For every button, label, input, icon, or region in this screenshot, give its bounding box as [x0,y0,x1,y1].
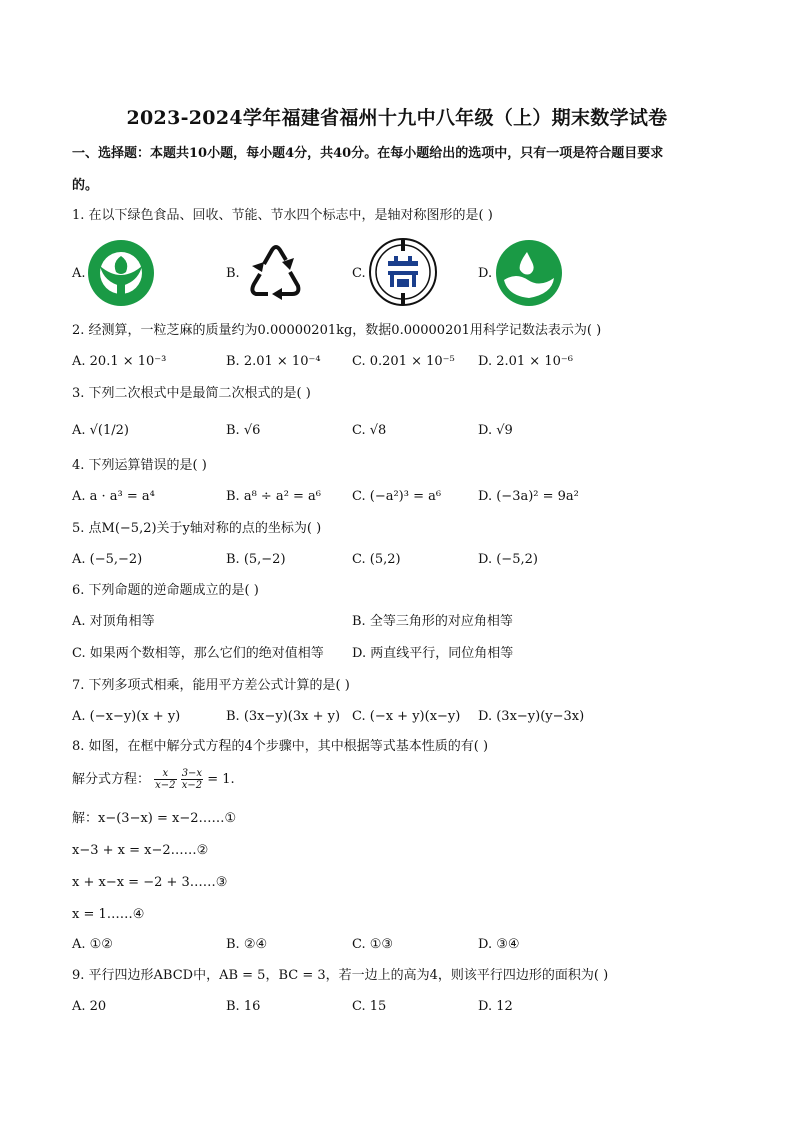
section-heading-line2: 的。 [72,178,99,193]
q5-option-d: D. (−5,2) [478,552,538,567]
q5-option-a: A. (−5,−2) [72,552,143,567]
q8-fraction-1-num: x [154,768,176,780]
q8-option-b: B. ②④ [226,937,268,952]
q3-option-a: A. √(1/2) [72,423,130,438]
q6-option-d: D. 两直线平行，同位角相等 [352,646,514,661]
question-5-stem: 5. 点M(−5,2)关于y轴对称的点的坐标为( ) [72,521,322,536]
question-4-stem: 4. 下列运算错误的是( ) [72,458,207,473]
q2-option-d: D. 2.01 × 10⁻⁶ [478,354,573,369]
q8-option-a: A. ①② [72,937,113,952]
q3-option-c: C. √8 [352,423,387,438]
q6-option-b: B. 全等三角形的对应角相等 [352,614,513,629]
q8-fraction-2-num: 3−x [181,768,203,779]
question-8-stem: 8. 如图，在框中解分式方程的4个步骤中，其中根据等式基本性质的有( ) [72,739,489,754]
q4-option-a: A. a · a³ = a⁴ [72,489,155,504]
q8-equation [72,768,235,791]
q8-option-c: C. ①③ [352,937,394,952]
q1-option-c-label: C. [352,266,366,281]
q8-step-3: x + x−x = −2 + 3……③ [72,875,228,890]
q1-option-b-label: B. [226,266,240,281]
q8-fraction-2 [181,768,203,791]
q3-option-b: B. √6 [226,423,261,438]
q5-option-b: B. (5,−2) [226,552,286,567]
recycle-logo-icon [242,238,310,306]
q8-fraction-1-den: x−2 [155,780,176,791]
q8-equation-prefix: 解分式方程： [72,772,151,787]
water-saving-logo-icon [494,238,564,308]
q4-option-d: D. (−3a)² = 9a² [478,489,579,504]
q7-option-a: A. (−x−y)(x + y) [72,709,181,724]
q3-option-d: D. √9 [478,423,513,438]
q8-equation-rhs: = 1. [207,772,235,787]
q8-fraction-1 [154,768,176,791]
q1-option-d-label: D. [478,266,493,281]
question-7-stem: 7. 下列多项式相乘，能用平方差公式计算的是( ) [72,678,350,693]
q6-option-c: C. 如果两个数相等，那么它们的绝对值相等 [72,646,324,661]
question-9-stem: 9. 平行四边形ABCD中，AB = 5，BC = 3，若一边上的高为4，则该平行四边形的面积为( ) [72,968,609,983]
green-food-logo-icon [86,238,156,308]
section-heading-line1: 一、选择题：本题共10小题，每小题4分，共40分。在每小题给出的选项中，只有一项是符合题目要求 [72,146,664,161]
question-2-stem: 2. 经测算，一粒芝麻的质量约为0.00000201kg，数据0.00000201用科学记数法表示为( ) [72,323,602,338]
q9-option-d: D. 12 [478,999,513,1014]
q9-option-b: B. 16 [226,999,261,1014]
q1-option-a-label: A. [72,266,86,281]
q9-option-c: C. 15 [352,999,387,1014]
q6-option-a: A. 对顶角相等 [72,614,155,629]
question-1-stem: 1. 在以下绿色食品、回收、节能、节水四个标志中，是轴对称图形的是( ) [72,208,493,223]
q7-option-d: D. (3x−y)(y−3x) [478,709,585,724]
q8-step-2: x−3 + x = x−2……② [72,843,209,858]
q2-option-a: A. 20.1 × 10⁻³ [72,354,167,369]
q2-option-c: C. 0.201 × 10⁻⁵ [352,354,455,369]
q8-step-1: 解：x−(3−x) = x−2……① [72,811,237,826]
q9-option-a: A. 20 [72,999,107,1014]
q8-fraction-2-den: x−2 [181,780,203,791]
q4-option-b: B. a⁸ ÷ a² = a⁶ [226,489,322,504]
q7-option-b: B. (3x−y)(3x + y) [226,709,341,724]
energy-saving-logo-icon [368,237,438,307]
q7-option-c: C. (−x + y)(x−y) [352,709,461,724]
q4-option-c: C. (−a²)³ = a⁶ [352,489,442,504]
q5-option-c: C. (5,2) [352,552,401,567]
q8-option-d: D. ③④ [478,937,520,952]
q8-step-4: x = 1……④ [72,907,145,922]
q2-option-b: B. 2.01 × 10⁻⁴ [226,354,321,369]
page-title: 2023-2024学年福建省福州十九中八年级（上）期末数学试卷 [126,107,668,129]
question-6-stem: 6. 下列命题的逆命题成立的是( ) [72,583,259,598]
question-3-stem: 3. 下列二次根式中是最简二次根式的是( ) [72,386,311,401]
